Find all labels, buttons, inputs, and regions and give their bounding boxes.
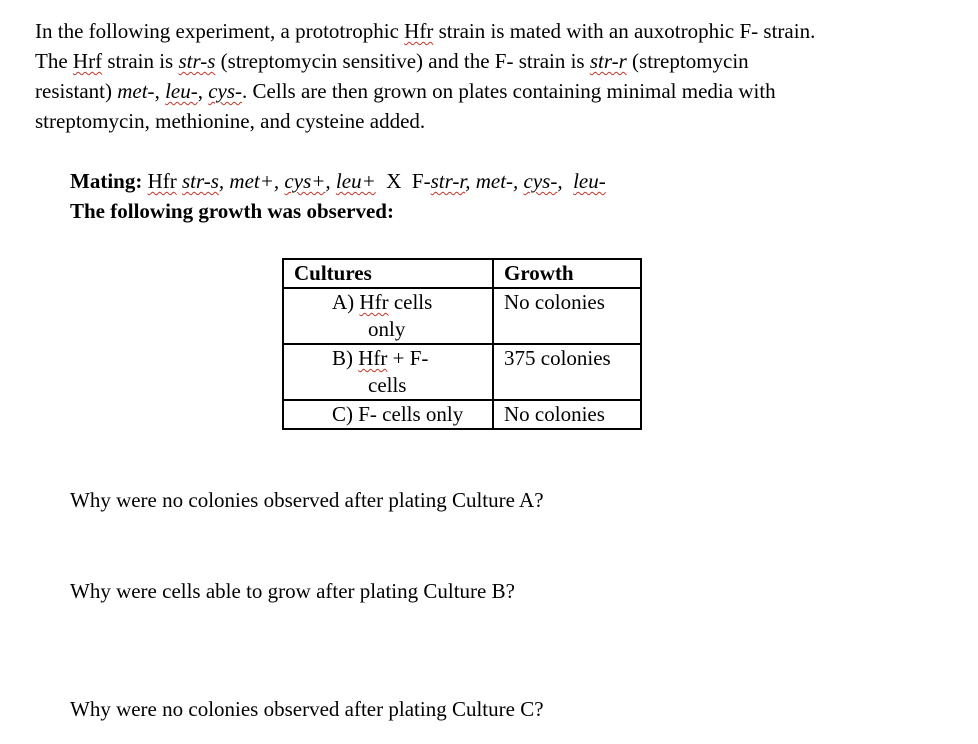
spellcheck-word: leu- (165, 79, 198, 103)
header-growth: Growth (493, 259, 641, 288)
header-cultures: Cultures (283, 259, 493, 288)
mating-label: Mating: (70, 169, 143, 193)
spellcheck-word: str-s (178, 49, 216, 73)
intro-line-2: The Hrf strain is str-s (streptomycin sensitive) and the F- strain is str-r (streptomycin (35, 49, 749, 73)
spellcheck-word: Hfr (359, 290, 389, 314)
spellcheck-word: str-r (589, 49, 627, 73)
growth-table (282, 258, 642, 430)
spellcheck-word: Hfr (358, 346, 388, 370)
spellcheck-word: cys+ (284, 169, 326, 193)
culture-cell: B) Hfr + F- cells (283, 344, 493, 400)
spellcheck-word: str-r (430, 169, 466, 193)
question-b: Why were cells able to grow after plating Culture B? (70, 579, 515, 603)
spellcheck-word: cys- (208, 79, 243, 103)
culture-cell: C) F- cells only (283, 400, 493, 429)
observed-heading: The following growth was observed: (70, 199, 394, 223)
intro-line-4: streptomycin, methionine, and cysteine added. (35, 109, 426, 133)
question-a: Why were no colonies observed after plating Culture A? (70, 488, 544, 512)
mating-line: Mating: Hfr str-s, met+, cys+, leu+ X F-str-r, met-, cys-, leu- (70, 169, 606, 193)
table-row (283, 400, 641, 429)
spellcheck-word: Hfr (147, 169, 177, 193)
growth-cell: 375 colonies (493, 344, 641, 400)
table-row (283, 344, 641, 400)
culture-cell: A) Hfr cells only (283, 288, 493, 344)
spellcheck-word: Hrf (72, 49, 103, 73)
intro-line-1: In the following experiment, a prototrophic Hfr strain is mated with an auxotrophic F- strain. (35, 19, 816, 43)
spellcheck-word: cys- (523, 169, 558, 193)
intro-paragraph (35, 16, 965, 136)
intro-line-3: resistant) met-, leu-, cys-. Cells are then grown on plates containing minimal media with (35, 79, 776, 103)
spellcheck-word: str-s (181, 169, 219, 193)
growth-cell: No colonies (493, 400, 641, 429)
question-c: Why were no colonies observed after plating Culture C? (70, 697, 544, 721)
spellcheck-word: leu+ (335, 169, 376, 193)
growth-cell: No colonies (493, 288, 641, 344)
table-header-row (283, 259, 641, 288)
spellcheck-word: Hfr (404, 19, 434, 43)
table-row (283, 288, 641, 344)
spellcheck-word: leu- (573, 169, 606, 193)
